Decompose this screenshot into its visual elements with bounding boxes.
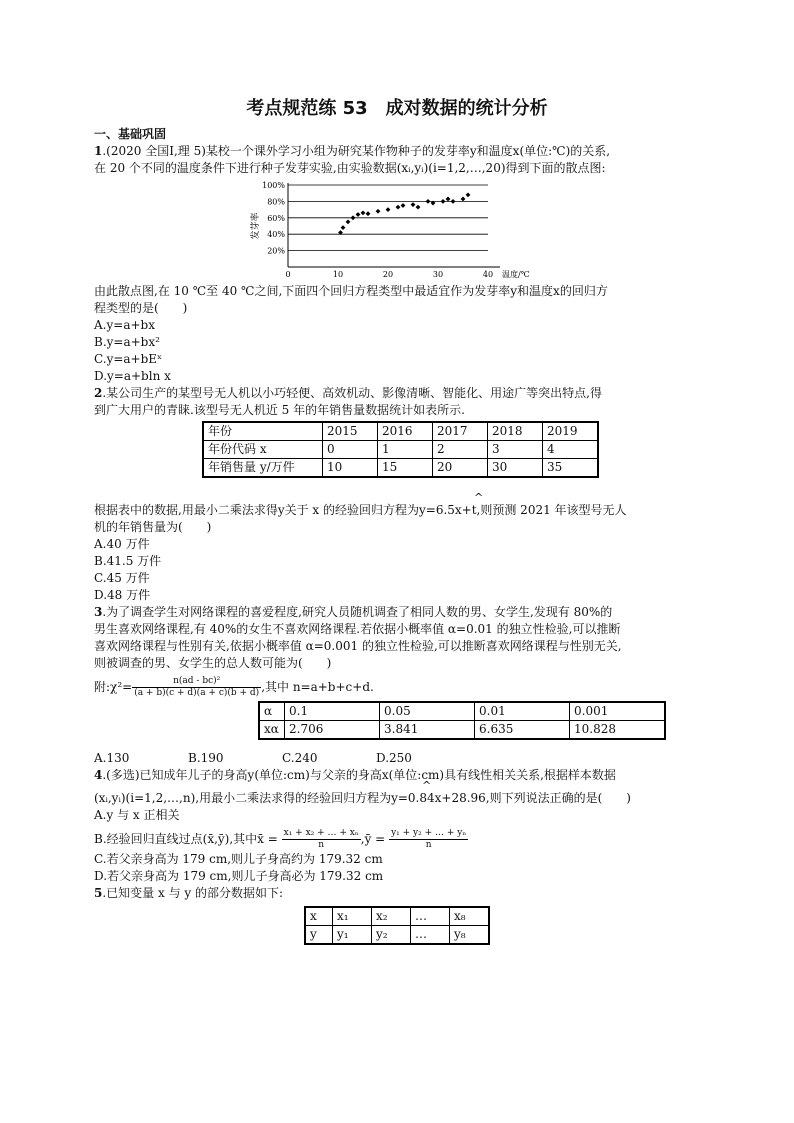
x-tick-label: 30 bbox=[432, 270, 444, 279]
y-tick-label: 60% bbox=[267, 213, 285, 223]
table-cell: 年份 bbox=[203, 422, 323, 441]
question-number: 2 bbox=[94, 386, 103, 400]
question-2 bbox=[94, 385, 700, 604]
question-text: 男生喜欢网络课程,有 40%的女生不喜欢网络课程.若依据小概率值 α=0.01 的独立性检验,可以推断 bbox=[94, 622, 621, 636]
table-cell: 年份代码 x bbox=[203, 441, 323, 459]
table-cell: 30 bbox=[488, 459, 543, 478]
question-1 bbox=[94, 143, 700, 385]
table-row bbox=[305, 926, 489, 945]
y-tick-label: 100% bbox=[262, 181, 285, 190]
table-row bbox=[203, 459, 598, 478]
table-cell: 2 bbox=[433, 441, 488, 459]
option-b-prefix: B.经验回归直线过点(x̄,ȳ),其中x̄ = bbox=[94, 832, 278, 846]
table-row bbox=[259, 721, 665, 740]
data-point bbox=[401, 203, 406, 208]
table-cell: y₂ bbox=[372, 926, 411, 945]
data-point bbox=[366, 211, 371, 216]
option-b bbox=[94, 828, 700, 851]
hat-symbol: ^ bbox=[422, 779, 432, 792]
table-cell: x₂ bbox=[372, 907, 411, 926]
question-text: .为了调查学生对网络课程的喜爱程度,研究人员随机调查了相同人数的男、女学生,发现有 80%的 bbox=[102, 605, 613, 619]
x-tick-label: 10 bbox=[332, 270, 344, 279]
table-cell: 3.841 bbox=[380, 721, 475, 740]
option-b-mid: ,ȳ = bbox=[360, 832, 386, 846]
table-cell: y₁ bbox=[333, 926, 372, 945]
option-a: A.y=a+bx bbox=[94, 318, 155, 332]
question-text: (xᵢ,yᵢ)(i=1,2,…,n),用最小二乘法求得的经验回归方程为y=0.84x+28.96,则下列说法正确的是( ) bbox=[94, 791, 631, 805]
data-point bbox=[356, 212, 361, 217]
table-cell: 35 bbox=[543, 459, 599, 478]
page-title: 考点规范练 53 成对数据的统计分析 bbox=[246, 98, 548, 119]
question-text: .(多选)已知成年儿子的身高y(单位:cm)与父亲的身高x(单位:cm)具有线性相关关系,根据样本数据 bbox=[102, 768, 616, 782]
table-cell: 2016 bbox=[378, 422, 433, 441]
formula-suffix: ,其中 n=a+b+c+d. bbox=[261, 680, 374, 694]
table-cell: 0.1 bbox=[285, 702, 380, 721]
sales-table bbox=[202, 421, 599, 478]
question-text: .(2020 全国Ⅰ,理 5)某校一个课外学习小组为研究某作物种子的发芽率y和温度x(单位:℃)的关系, bbox=[102, 144, 611, 158]
table-cell: 1 bbox=[378, 441, 433, 459]
table-cell: 0 bbox=[323, 441, 378, 459]
question-number: 5 bbox=[94, 886, 103, 900]
y-tick-label: 40% bbox=[267, 230, 285, 240]
table-cell: y bbox=[305, 926, 333, 945]
data-point bbox=[416, 205, 421, 210]
data-point bbox=[441, 199, 446, 204]
table-cell: 2017 bbox=[433, 422, 488, 441]
option-d: D.y=a+bln x bbox=[94, 369, 171, 383]
option-b: B.190 bbox=[188, 751, 224, 765]
options-row bbox=[94, 750, 700, 767]
data-point bbox=[446, 197, 451, 202]
table-cell: x bbox=[305, 907, 333, 926]
data-point bbox=[426, 199, 431, 204]
table-cell: x₈ bbox=[450, 907, 490, 926]
data-point bbox=[411, 202, 416, 207]
question-text: 由此散点图,在 10 ℃至 40 ℃之间,下面四个回归方程类型中最适宜作为发芽率y和温度x的回归方 bbox=[94, 284, 608, 298]
table-cell: 20 bbox=[433, 459, 488, 478]
x-tick-label: 0 bbox=[285, 270, 291, 279]
y-tick-label: 80% bbox=[267, 197, 285, 207]
scatter-plot-svg bbox=[218, 179, 530, 281]
data-point bbox=[376, 209, 381, 214]
table-cell: 2.706 bbox=[285, 721, 380, 740]
y-mean-fraction bbox=[389, 828, 468, 851]
option-c: C.240 bbox=[282, 751, 318, 765]
question-number: 4 bbox=[94, 768, 103, 782]
data-point bbox=[396, 205, 401, 210]
critical-value-table bbox=[258, 701, 666, 740]
data-point bbox=[346, 220, 351, 225]
question-3 bbox=[94, 604, 700, 767]
x-tick-label: 40 bbox=[482, 270, 494, 279]
option-c: C.45 万件 bbox=[94, 571, 150, 585]
data-point bbox=[451, 199, 456, 204]
scatter-chart bbox=[218, 179, 700, 281]
table-cell: 15 bbox=[378, 459, 433, 478]
fraction-denominator: n bbox=[425, 840, 432, 850]
data-point bbox=[386, 207, 391, 212]
question-text: .已知变量 x 与 y 的部分数据如下: bbox=[102, 886, 284, 900]
y-axis-label: 发芽率 bbox=[251, 212, 261, 240]
table-cell: 6.635 bbox=[475, 721, 570, 740]
x-tick-label: 20 bbox=[382, 270, 394, 279]
table-cell: 2015 bbox=[323, 422, 378, 441]
table-cell: y₈ bbox=[450, 926, 490, 945]
table-cell: 0.001 bbox=[570, 702, 666, 721]
question-text: 机的年销售量为( ) bbox=[94, 520, 212, 534]
chi-square-fraction bbox=[132, 676, 261, 699]
data-point bbox=[351, 215, 356, 220]
table-cell: 2019 bbox=[543, 422, 599, 441]
question-number: 3 bbox=[94, 605, 103, 619]
option-c: C.y=a+bEˣ bbox=[94, 352, 163, 366]
fraction-numerator: n(ad - bc)² bbox=[132, 676, 261, 688]
table-row bbox=[305, 907, 489, 926]
x-axis-label: 温度/℃ bbox=[502, 270, 530, 279]
option-d: D.250 bbox=[376, 751, 412, 765]
option-a: A.40 万件 bbox=[94, 537, 150, 551]
worksheet-page bbox=[94, 96, 700, 945]
question-text: 根据表中的数据,用最小二乘法求得y关于 x 的经验回归方程为y=6.5x+t,则预测 2021 年该型号无人 bbox=[94, 503, 627, 517]
table-cell: 10.828 bbox=[570, 721, 666, 740]
option-b: B.41.5 万件 bbox=[94, 554, 162, 568]
question-text: 则被调查的男、女学生的总人数可能为( ) bbox=[94, 656, 332, 670]
table-cell: 10 bbox=[323, 459, 378, 478]
table-cell: x₁ bbox=[333, 907, 372, 926]
fraction-denominator: (a + b)(c + d)(a + c)(b + d) bbox=[134, 688, 260, 698]
question-text: .某公司生产的某型号无人机以小巧轻便、高效机动、影像清晰、智能化、用途广等突出特点,得 bbox=[102, 386, 602, 400]
hat-symbol: ^ bbox=[474, 491, 484, 504]
question-5 bbox=[94, 885, 700, 945]
formula-prefix: 附:χ²= bbox=[94, 680, 133, 694]
fraction-denominator: n bbox=[318, 840, 325, 850]
table-cell: … bbox=[411, 907, 450, 926]
option-a: A.y 与 x 正相关 bbox=[94, 808, 180, 822]
section-heading: 一、基础巩固 bbox=[94, 127, 167, 141]
table-row bbox=[259, 702, 665, 721]
fraction-numerator: x₁ + x₂ + … + xₙ bbox=[283, 828, 359, 838]
data-point bbox=[341, 225, 346, 230]
table-cell: 2018 bbox=[488, 422, 543, 441]
option-b: B.y=a+bx² bbox=[94, 335, 160, 349]
table-row bbox=[203, 441, 598, 459]
formula-line bbox=[94, 676, 700, 699]
question-number: 1 bbox=[94, 144, 103, 158]
question-text: 在 20 个不同的温度条件下进行种子发芽实验,由实验数据(xᵢ,yᵢ)(i=1,2,…,20)得到下面的散点图: bbox=[94, 161, 606, 175]
question-4 bbox=[94, 767, 700, 885]
data-point bbox=[461, 197, 466, 202]
table-cell: … bbox=[411, 926, 450, 945]
table-cell: 年销售量 y/万件 bbox=[203, 459, 323, 478]
data-point bbox=[466, 192, 471, 197]
table-cell: α bbox=[259, 702, 285, 721]
option-d: D.若父亲身高为 179 cm,则儿子身高必为 179.32 cm bbox=[94, 869, 384, 883]
x-mean-fraction bbox=[282, 828, 361, 851]
table-cell: 4 bbox=[543, 441, 599, 459]
question-text: 喜欢网络课程与性别有关,依据小概率值 α=0.001 的独立性检验,可以推断喜欢网络课程与性别无关, bbox=[94, 639, 622, 653]
table-cell: 3 bbox=[488, 441, 543, 459]
option-c: C.若父亲身高为 179 cm,则儿子身高约为 179.32 cm bbox=[94, 852, 383, 866]
table-cell: 0.05 bbox=[380, 702, 475, 721]
table-row bbox=[203, 422, 598, 441]
option-d: D.48 万件 bbox=[94, 588, 151, 602]
variable-table bbox=[304, 906, 490, 945]
y-tick-label: 20% bbox=[267, 246, 285, 256]
table-cell: xα bbox=[259, 721, 285, 740]
question-text: 程类型的是( ) bbox=[94, 301, 188, 315]
data-point bbox=[361, 210, 366, 215]
fraction-numerator: y₁ + y₂ + … + yₙ bbox=[391, 828, 467, 838]
option-a: A.130 bbox=[94, 751, 130, 765]
question-text: 到广大用户的青睐.该型号无人机近 5 年的年销售量数据统计如表所示. bbox=[94, 403, 465, 417]
table-cell: 0.01 bbox=[475, 702, 570, 721]
